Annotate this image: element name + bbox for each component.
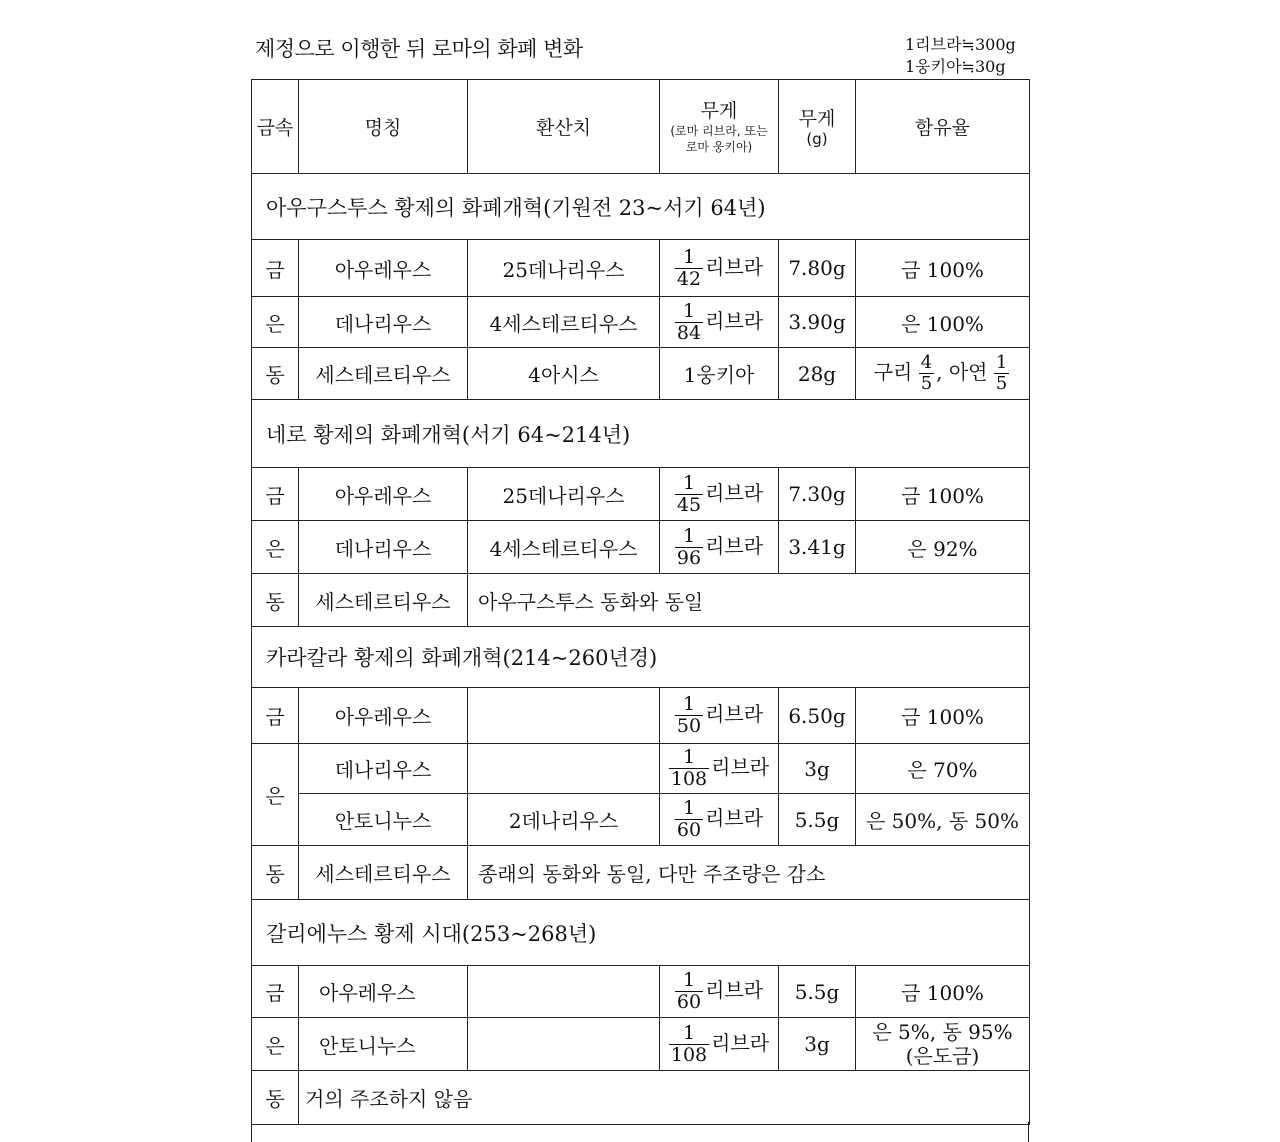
fraction: $\frac{1}{60}$ [676,797,702,841]
purity-cell: 은 100% [856,297,1030,348]
gram-weight-cell: 5.5g [779,794,856,846]
coin-name-cell: 세스테르티우스 [299,846,468,900]
conversion-cell: 4세스테르티우스 [468,297,660,348]
header-name: 명칭 [299,80,468,174]
fraction: $\frac{4}{5}$ [920,352,933,394]
unit-weight-cell: $\frac{1}{108}$ 리브라 [660,1018,779,1071]
conversion-cell [468,744,660,794]
header-metal: 금속 [252,80,299,174]
section-title-row [252,900,1030,966]
gram-weight-cell: 7.80g [779,240,856,297]
metal-cell: 금 [252,468,299,521]
table-row [252,468,1030,521]
table-continuation [251,1122,1029,1142]
metal-cell: 은 [252,521,299,574]
metal-cell: 동 [252,348,299,400]
header-purity: 함유율 [856,80,1030,174]
metal-cell: 은 [252,744,299,846]
section-title-row [252,400,1030,468]
metal-cell: 금 [252,240,299,297]
coin-name-cell: 아우레우스 [299,240,468,297]
unit-weight-cell: $\frac{1}{60}$ 리브라 [660,794,779,846]
metal-cell: 동 [252,1071,299,1125]
conversion-cell [468,966,660,1018]
conversion-cell [468,688,660,744]
fraction: $\frac{1}{108}$ [670,1021,708,1066]
table-row [252,966,1030,1018]
conversion-cell: 4세스테르티우스 [468,521,660,574]
coin-name-cell: 아우레우스 [299,966,468,1018]
header-conversion: 환산치 [468,80,660,174]
purity-cell: 구리 $\frac{4}{5}$ , 아연 $\frac{1}{5}$ [856,348,1030,400]
gram-weight-cell: 3g [779,1018,856,1071]
fraction: $\frac{1}{96}$ [676,524,702,569]
unit-weight-cell: $\frac{1}{60}$ 리브라 [660,966,779,1018]
section-title-row [252,174,1030,240]
fraction: $\frac{1}{108}$ [670,746,708,790]
gram-weight-cell: 6.50g [779,688,856,744]
coin-name-cell: 아우레우스 [299,468,468,521]
section-title-row [252,627,1030,688]
fraction: $\frac{1}{50}$ [676,693,702,737]
table-row [252,348,1030,400]
gram-weight-cell: 5.5g [779,966,856,1018]
gram-weight-cell: 28g [779,348,856,400]
conversion-cell: 4아시스 [468,348,660,400]
purity-cell: 은 50%, 동 50% [856,794,1030,846]
metal-cell: 은 [252,1018,299,1071]
metal-cell: 금 [252,688,299,744]
unit-weight-cell: $\frac{1}{84}$ 리브라 [660,297,779,348]
page-title: 제정으로 이행한 뒤 로마의 화폐 변화 [255,37,583,61]
conversion-cell: 2데나리우스 [468,794,660,846]
header-unit-weight-top: 무게 [700,99,738,122]
conversion-cell: 25데나리우스 [468,240,660,297]
purity-cell: 은 92% [856,521,1030,574]
note-cell: 아우구스투스 동화와 동일 [468,574,1030,627]
fraction: $\frac{1}{42}$ [676,245,702,290]
coin-name-cell: 아우레우스 [299,688,468,744]
table-row [252,574,1030,627]
header-unit-weight [660,80,779,174]
unit-weight-cell: $\frac{1}{45}$ 리브라 [660,468,779,521]
unit-weight-cell: $\frac{1}{42}$ 리브라 [660,240,779,297]
purity-cell [856,1018,1030,1071]
unit-notes [905,34,1016,78]
fraction: $\frac{1}{60}$ [676,969,702,1013]
gram-weight-cell: 3.90g [779,297,856,348]
header-gram-weight-top: 무게 [798,107,836,130]
header-unit-weight-sub1: (로마 리브라, 또는 [670,123,768,138]
section-title: 네로 황제의 화폐개혁(서기 64~214년) [252,400,1030,468]
note-cell: 종래의 동화와 동일, 다만 주조량은 감소 [468,846,1030,900]
table-row [252,744,1030,794]
table-row [252,521,1030,574]
conversion-cell [468,1018,660,1071]
coin-name-cell: 데나리우스 [299,297,468,348]
section-title: 아우구스투스 황제의 화폐개혁(기원전 23~서기 64년) [252,174,1030,240]
metal-cell: 동 [252,574,299,627]
coin-name-cell: 데나리우스 [299,744,468,794]
gram-weight-cell: 7.30g [779,468,856,521]
conversion-cell: 25데나리우스 [468,468,660,521]
coin-name-cell: 데나리우스 [299,521,468,574]
unit-weight-cell: 1웅키아 [660,348,779,400]
purity-cell: 금 100% [856,966,1030,1018]
unit-weight-cell: $\frac{1}{50}$ 리브라 [660,688,779,744]
unit-weight-cell: $\frac{1}{96}$ 리브라 [660,521,779,574]
coin-name-cell: 세스테르티우스 [299,574,468,627]
purity-cell: 은 70% [856,744,1030,794]
purity-cell: 금 100% [856,688,1030,744]
unit-weight-cell: $\frac{1}{108}$ 리브라 [660,744,779,794]
metal-cell: 은 [252,297,299,348]
gram-weight-cell: 3.41g [779,521,856,574]
table-row [252,688,1030,744]
coin-name-cell: 안토니누스 [299,794,468,846]
purity-cell: 금 100% [856,240,1030,297]
fraction: $\frac{1}{45}$ [676,471,702,516]
coin-name-cell: 세스테르티우스 [299,348,468,400]
note-cell: 거의 주조하지 않음 [299,1071,1030,1125]
note-libra: 1리브라≒300g [905,35,1016,54]
gram-weight-cell: 3g [779,744,856,794]
currency-table [251,79,1030,1125]
section-title: 갈리에누스 황제 시대(253~268년) [252,900,1030,966]
purity-line: (은도금) [905,1044,980,1068]
header-row [252,80,1030,174]
table-row [252,1071,1030,1125]
header-gram-weight-sub: (g) [806,129,828,148]
section-title: 카라칼라 황제의 화폐개혁(214~260년경) [252,627,1030,688]
table-row [252,240,1030,297]
table-row [252,1018,1030,1071]
metal-cell: 금 [252,966,299,1018]
purity-cell: 금 100% [856,468,1030,521]
coin-name-cell: 안토니누스 [299,1018,468,1071]
metal-cell: 동 [252,846,299,900]
purity-line: 은 5%, 동 95% [872,1020,1013,1044]
header-gram-weight [779,80,856,174]
table-row [252,297,1030,348]
table-row [252,846,1030,900]
table-row [252,794,1030,846]
header-unit-weight-sub2: 로마 웅키아) [685,139,753,154]
note-uncia: 1웅키아≒30g [905,57,1006,76]
fraction: $\frac{1}{5}$ [995,352,1008,394]
fraction: $\frac{1}{84}$ [676,299,702,344]
